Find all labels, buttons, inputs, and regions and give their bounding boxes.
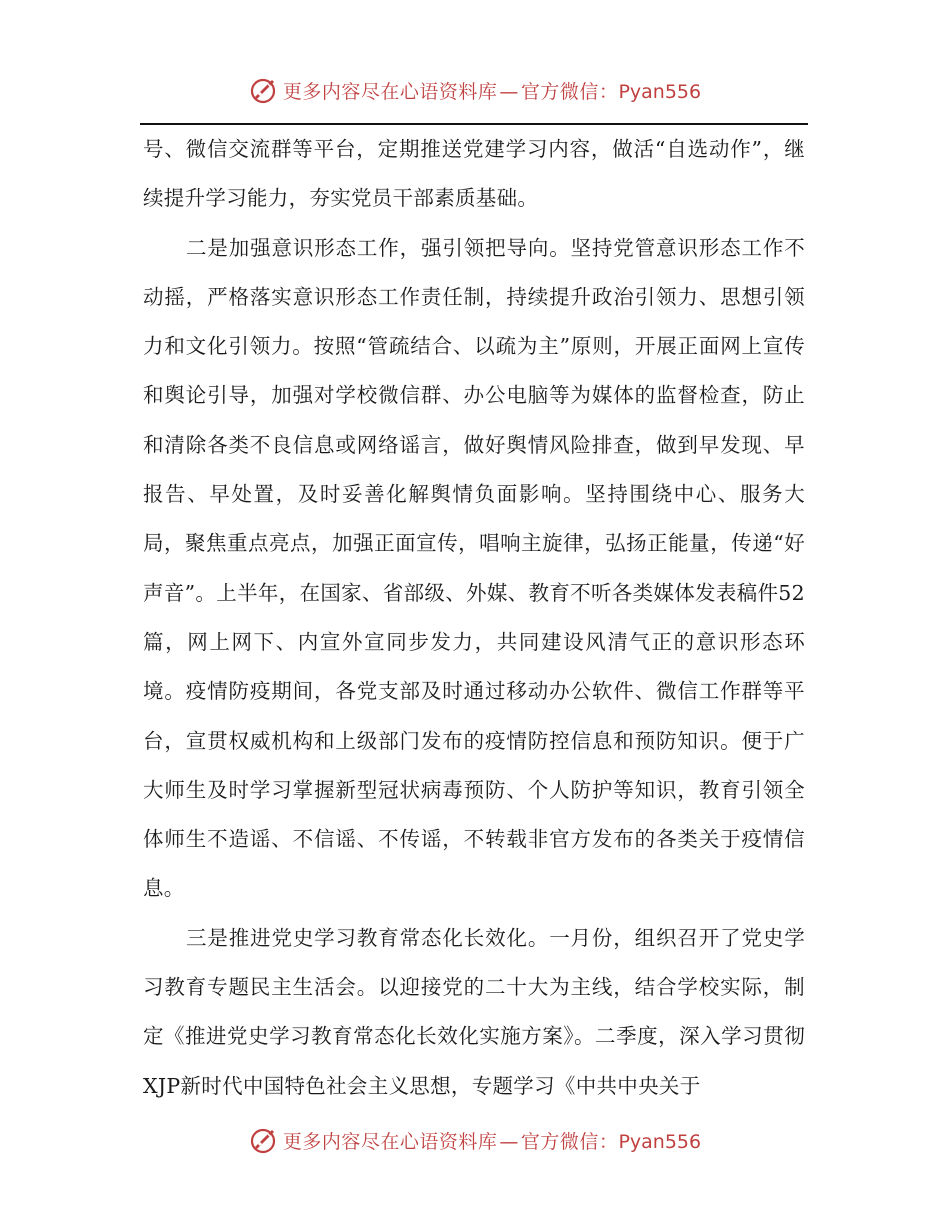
header-banner xyxy=(0,70,950,110)
banner-contact-label: 官方微信： xyxy=(520,80,619,103)
banner-separator: — xyxy=(499,1130,519,1153)
paragraph-1: 号、微信交流群等平台，定期推送党建学习内容，做活“自选动作”，继续提升学习能力，夯实党员干部素质基础。 xyxy=(143,137,805,211)
pen-nib-icon xyxy=(249,1125,279,1155)
footer-banner xyxy=(0,1120,950,1160)
banner-text xyxy=(283,77,701,104)
banner-text xyxy=(283,1127,701,1154)
paragraph-3: 三是推进党史学习教育常态化长效化。一月份，组织召开了党史学习教育专题民主生活会。以迎接党的二十大为主线，结合学校实际，制定《推进党史学习教育常态化长效化实施方案》。二季度，深入学习贯彻XJP新时代中国特色社会主义思想，专题学习《中共中央关于 xyxy=(143,925,805,1098)
banner-separator: — xyxy=(499,80,519,103)
paragraph-2: 二是加强意识形态工作，强引领把导向。坚持党管意识形态工作不动摇，严格落实意识形态工作责任制，持续提升政治引领力、思想引领力和文化引领力。按照“管疏结合、以疏为主”原则，开展正面网上宣传和舆论引导，加强对学校微信群、办公电脑等为媒体的监督检查，防止和清除各类不良信息或网络谣言，做好舆情风险排查，做到早发现、早报告、早处置，及时妥善化解舆情负面影响。坚持围绕中心、服务大局，聚焦重点亮点，加强正面宣传，唱响主旋律，弘扬正能量，传递“好声音”。上半年，在国家、省部级、外媒、教育不听各类媒体发表稿件52篇，网上网下、内宣外宣同步发力，共同建设风清气正的意识形态环境。疫情防疫期间，各党支部及时通过移动办公软件、微信工作群等平台，宣贯权威机构和上级部门发布的疫情防控信息和预防知识。便于广大师生及时学习掌握新型冠状病毒预防、个人防护等知识，教育引领全体师生不造谣、不信谣、不传谣，不转载非官方发布的各类关于疫情信息。 xyxy=(143,235,805,901)
banner-contact-handle: Pyan556 xyxy=(618,80,702,103)
banner-title: 更多内容尽在心语资料库 xyxy=(282,80,498,103)
banner-contact-handle: Pyan556 xyxy=(618,1130,702,1153)
banner-contact-label: 官方微信： xyxy=(520,1130,619,1153)
document-body xyxy=(143,125,805,1111)
pen-nib-icon xyxy=(249,75,279,105)
banner-title: 更多内容尽在心语资料库 xyxy=(282,1130,498,1153)
